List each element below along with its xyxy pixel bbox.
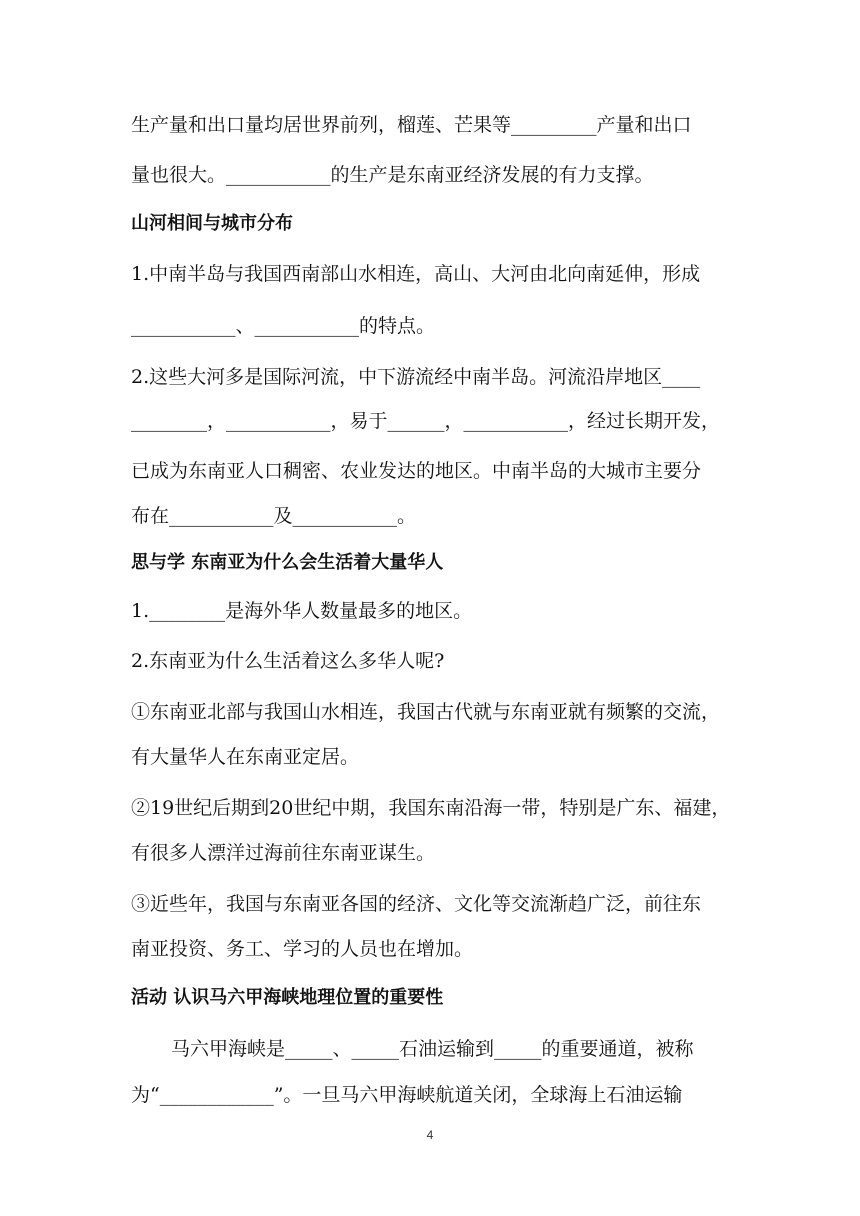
text-line: 2.这些大河多是国际河流，中下游流经中南半岛。河流沿岸地区____ [131,366,701,388]
page-number: 4 [426,1128,434,1142]
text-line: 1.________是海外华人数量最多的地区。 [131,600,473,622]
section-heading: 思与学 东南亚为什么会生活着大量华人 [131,552,444,573]
text-line: ③近些年，我国与东南亚各国的经济、文化等交流渐趋广泛，前往东 [131,893,702,915]
text-line: 有大量华人在东南亚定居。 [131,746,360,768]
text-line: 1.中南半岛与我国西南部山水相连，高山、大河由北向南延伸，形成 [131,263,701,285]
text-line: ②19世纪后期到20世纪中期，我国东南沿海一带，特别是广东、福建， [131,797,731,819]
section-heading: 山河相间与城市分布 [131,213,293,234]
text-line: ①东南亚北部与我国山水相连，我国古代就与东南亚就有频繁的交流， [131,701,721,723]
text-line: 2.东南亚为什么生活着这么多华人呢? [131,650,445,672]
text-line: 布在___________及___________。 [131,505,417,527]
text-line: 马六甲海峡是_____、_____石油运输到_____的重要通道，被称 [171,1038,694,1060]
text-line: 有很多人漂洋过海前往东南亚谋生。 [131,842,436,864]
text-line: 已成为东南亚人口稠密、农业发达的地区。中南半岛的大城市主要分 [131,460,702,482]
text-line: 生产量和出口量均居世界前列，榴莲、芒果等_________产量和出口 [131,114,692,136]
text-line: 为“____________”。一旦马六甲海峡航道关闭，全球海上石油运输 [131,1084,683,1106]
text-line: 南亚投资、务工、学习的人员也在增加。 [131,938,474,960]
text-line: ___________、___________的特点。 [131,315,436,337]
section-heading: 活动 认识马六甲海峡地理位置的重要性 [131,987,444,1008]
text-line: ________，___________，易于______，___________，经过长期开发， [131,410,721,432]
text-line: 量也很大。___________的生产是东南亚经济发展的有力支撑。 [131,164,654,186]
